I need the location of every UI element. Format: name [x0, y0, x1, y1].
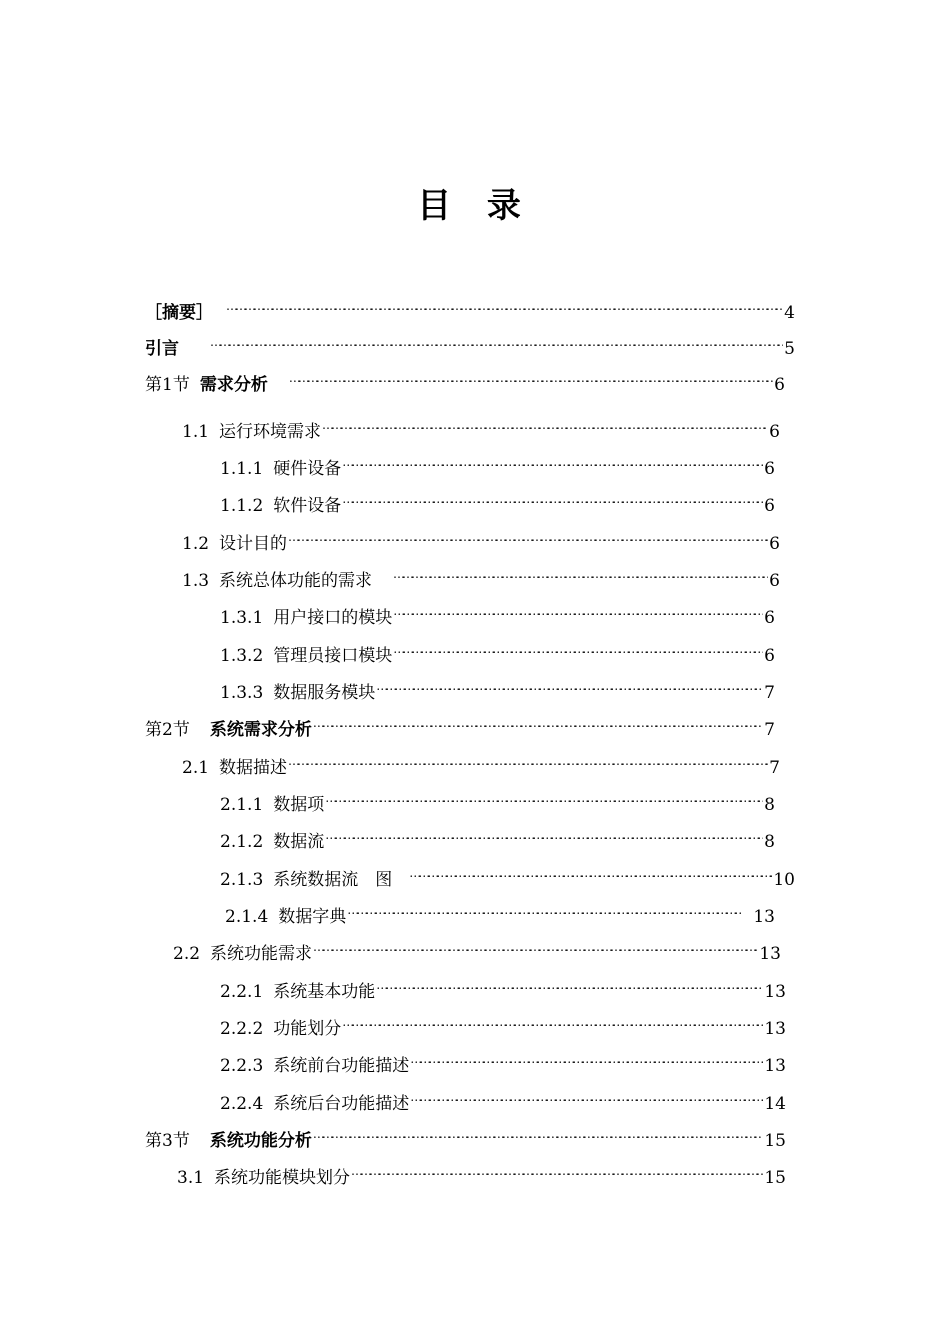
- toc-entry-3-1[interactable]: [177, 1157, 786, 1188]
- toc-entry-1-3-3[interactable]: [220, 672, 775, 703]
- toc-entry-2-1[interactable]: [182, 747, 780, 778]
- toc-entry-page: 15: [764, 1168, 786, 1188]
- toc-entry-label: 数据描述: [219, 758, 288, 778]
- toc-entry-abstract[interactable]: [145, 292, 795, 323]
- toc-entry-page: 5: [784, 339, 795, 359]
- toc-entry-2-1-4[interactable]: [225, 896, 775, 927]
- toc-entry-intro[interactable]: [145, 328, 795, 359]
- toc-entry-number: 1.3.3: [220, 683, 264, 703]
- dot-leader: [342, 448, 763, 474]
- toc-entry-page: 13: [764, 982, 786, 1002]
- toc-entry-page: 8: [764, 832, 775, 852]
- toc-entry-page: 13: [753, 907, 775, 927]
- toc-entry-number: 第3节: [145, 1131, 190, 1151]
- dot-leader: [342, 1008, 763, 1034]
- dot-leader: [409, 859, 772, 885]
- dot-leader: [288, 747, 768, 773]
- toc-entry-number: 2.2.4: [220, 1094, 264, 1114]
- toc-entry-page: 6: [764, 459, 775, 479]
- toc-entry-number: 1.2: [182, 534, 210, 554]
- dot-leader: [410, 1045, 763, 1071]
- dot-leader: [393, 597, 763, 623]
- toc-entry-number: 1.3.1: [220, 608, 264, 628]
- dot-leader: [351, 1157, 763, 1183]
- toc-entry-number: 2.2.3: [220, 1056, 264, 1076]
- toc-entry-number: 2.1.1: [220, 795, 264, 815]
- page-title: 目 录: [417, 186, 533, 226]
- dot-leader: [288, 523, 768, 549]
- toc-entry-1-3[interactable]: [182, 560, 780, 591]
- toc-entry-section-3[interactable]: [145, 1120, 786, 1151]
- toc-entry-page: 7: [764, 720, 775, 740]
- toc-entry-number: 1.1.1: [220, 459, 264, 479]
- toc-entry-page: 13: [764, 1056, 786, 1076]
- toc-entry-page: 10: [773, 870, 795, 890]
- toc-entry-2-2[interactable]: [173, 933, 781, 964]
- toc-entry-2-2-3[interactable]: [220, 1045, 786, 1076]
- toc-entry-label: ［摘要］: [145, 303, 213, 323]
- toc-entry-label: 数据服务模块: [273, 683, 376, 703]
- toc-entry-2-2-2[interactable]: [220, 1008, 786, 1039]
- dot-leader: [342, 485, 763, 511]
- toc-entry-label: 引言: [145, 339, 179, 359]
- toc-entry-number: 2.2: [173, 944, 201, 964]
- toc-entry-label: 数据项: [273, 795, 325, 815]
- dot-leader: [313, 1120, 764, 1146]
- toc-entry-2-1-3[interactable]: [220, 859, 795, 890]
- toc-entry-page: 6: [774, 375, 785, 395]
- toc-entry-number: 第2节: [145, 720, 190, 740]
- toc-entry-label: 硬件设备: [273, 459, 342, 479]
- toc-entry-page: 6: [769, 422, 780, 442]
- toc-entry-label: 系统总体功能的需求: [219, 571, 373, 591]
- toc-entry-page: 13: [764, 1019, 786, 1039]
- dot-leader: [393, 635, 763, 661]
- toc-entry-page: 7: [764, 683, 775, 703]
- toc-entry-number: 1.1.2: [220, 496, 264, 516]
- dot-leader: [347, 896, 743, 922]
- toc-entry-label: 数据流: [273, 832, 325, 852]
- dot-leader: [289, 364, 773, 390]
- toc-entry-2-2-4[interactable]: [220, 1083, 786, 1114]
- toc-entry-page: 7: [769, 758, 780, 778]
- toc-entry-2-1-2[interactable]: [220, 821, 775, 852]
- toc-entry-number: 第1节: [145, 375, 190, 395]
- dot-leader: [313, 709, 763, 735]
- dot-leader: [322, 411, 768, 437]
- toc-entry-page: 13: [759, 944, 781, 964]
- toc-entry-label: 用户接口的模块: [273, 608, 393, 628]
- toc-entry-label: 系统需求分析: [209, 720, 312, 740]
- toc-entry-number: 2.2.1: [220, 982, 264, 1002]
- toc-entry-1-1[interactable]: [182, 411, 780, 442]
- toc-entry-page: 15: [764, 1131, 786, 1151]
- toc-entry-page: 6: [764, 646, 775, 666]
- dot-leader: [376, 971, 763, 997]
- toc-entry-label: 运行环境需求: [219, 422, 322, 442]
- toc-entry-label: 系统前台功能描述: [273, 1056, 410, 1076]
- toc-entry-1-1-1[interactable]: [220, 448, 775, 479]
- toc-entry-page: 6: [769, 571, 780, 591]
- toc-entry-1-2[interactable]: [182, 523, 780, 554]
- toc-entry-page: 6: [769, 534, 780, 554]
- toc-entry-label: 系统后台功能描述: [273, 1094, 410, 1114]
- toc-entry-label: 软件设备: [273, 496, 342, 516]
- toc-entry-label: 系统功能分析: [209, 1131, 312, 1151]
- toc-entry-number: 2.2.2: [220, 1019, 264, 1039]
- toc-entry-1-3-2[interactable]: [220, 635, 775, 666]
- toc-entry-1-1-2[interactable]: [220, 485, 775, 516]
- dot-leader: [325, 784, 763, 810]
- toc-entry-page: 6: [764, 608, 775, 628]
- dot-leader: [210, 328, 783, 354]
- toc-entry-number: 1.3.2: [220, 646, 264, 666]
- toc-entry-section-1[interactable]: [145, 364, 785, 395]
- toc-entry-section-2[interactable]: [145, 709, 775, 740]
- toc-entry-label: 管理员接口模块: [273, 646, 393, 666]
- toc-entry-label: 设计目的: [219, 534, 288, 554]
- toc-entry-number: 3.1: [177, 1168, 205, 1188]
- toc-entry-page: 6: [764, 496, 775, 516]
- dot-leader: [376, 672, 763, 698]
- toc-entry-2-2-1[interactable]: [220, 971, 786, 1002]
- toc-entry-label: 功能划分: [273, 1019, 342, 1039]
- toc-entry-number: 1.1: [182, 422, 210, 442]
- toc-entry-label: 系统功能模块划分: [214, 1168, 351, 1188]
- dot-leader: [325, 821, 763, 847]
- dot-leader: [393, 560, 768, 586]
- toc-entry-label: 数据字典: [278, 907, 347, 927]
- toc-entry-number: 2.1.2: [220, 832, 264, 852]
- toc-entry-label: 系统功能需求: [210, 944, 313, 964]
- toc-entry-number: 2.1.3: [220, 870, 264, 890]
- toc-entry-number: 2.1: [182, 758, 210, 778]
- toc-entry-number: 1.3: [182, 571, 210, 591]
- dot-leader: [226, 292, 783, 318]
- toc-entry-number: 2.1.4: [225, 907, 269, 927]
- toc-entry-page: 4: [784, 303, 795, 323]
- toc-entry-1-3-1[interactable]: [220, 597, 775, 628]
- toc-entry-2-1-1[interactable]: [220, 784, 775, 815]
- toc-entry-label: 系统基本功能: [273, 982, 376, 1002]
- toc-entry-page: 14: [764, 1094, 786, 1114]
- dot-leader: [410, 1083, 763, 1109]
- toc-entry-label: 系统数据流 图: [273, 870, 393, 890]
- toc-entry-label: 需求分析: [199, 375, 268, 395]
- toc-entry-page: 8: [764, 795, 775, 815]
- dot-leader: [313, 933, 758, 959]
